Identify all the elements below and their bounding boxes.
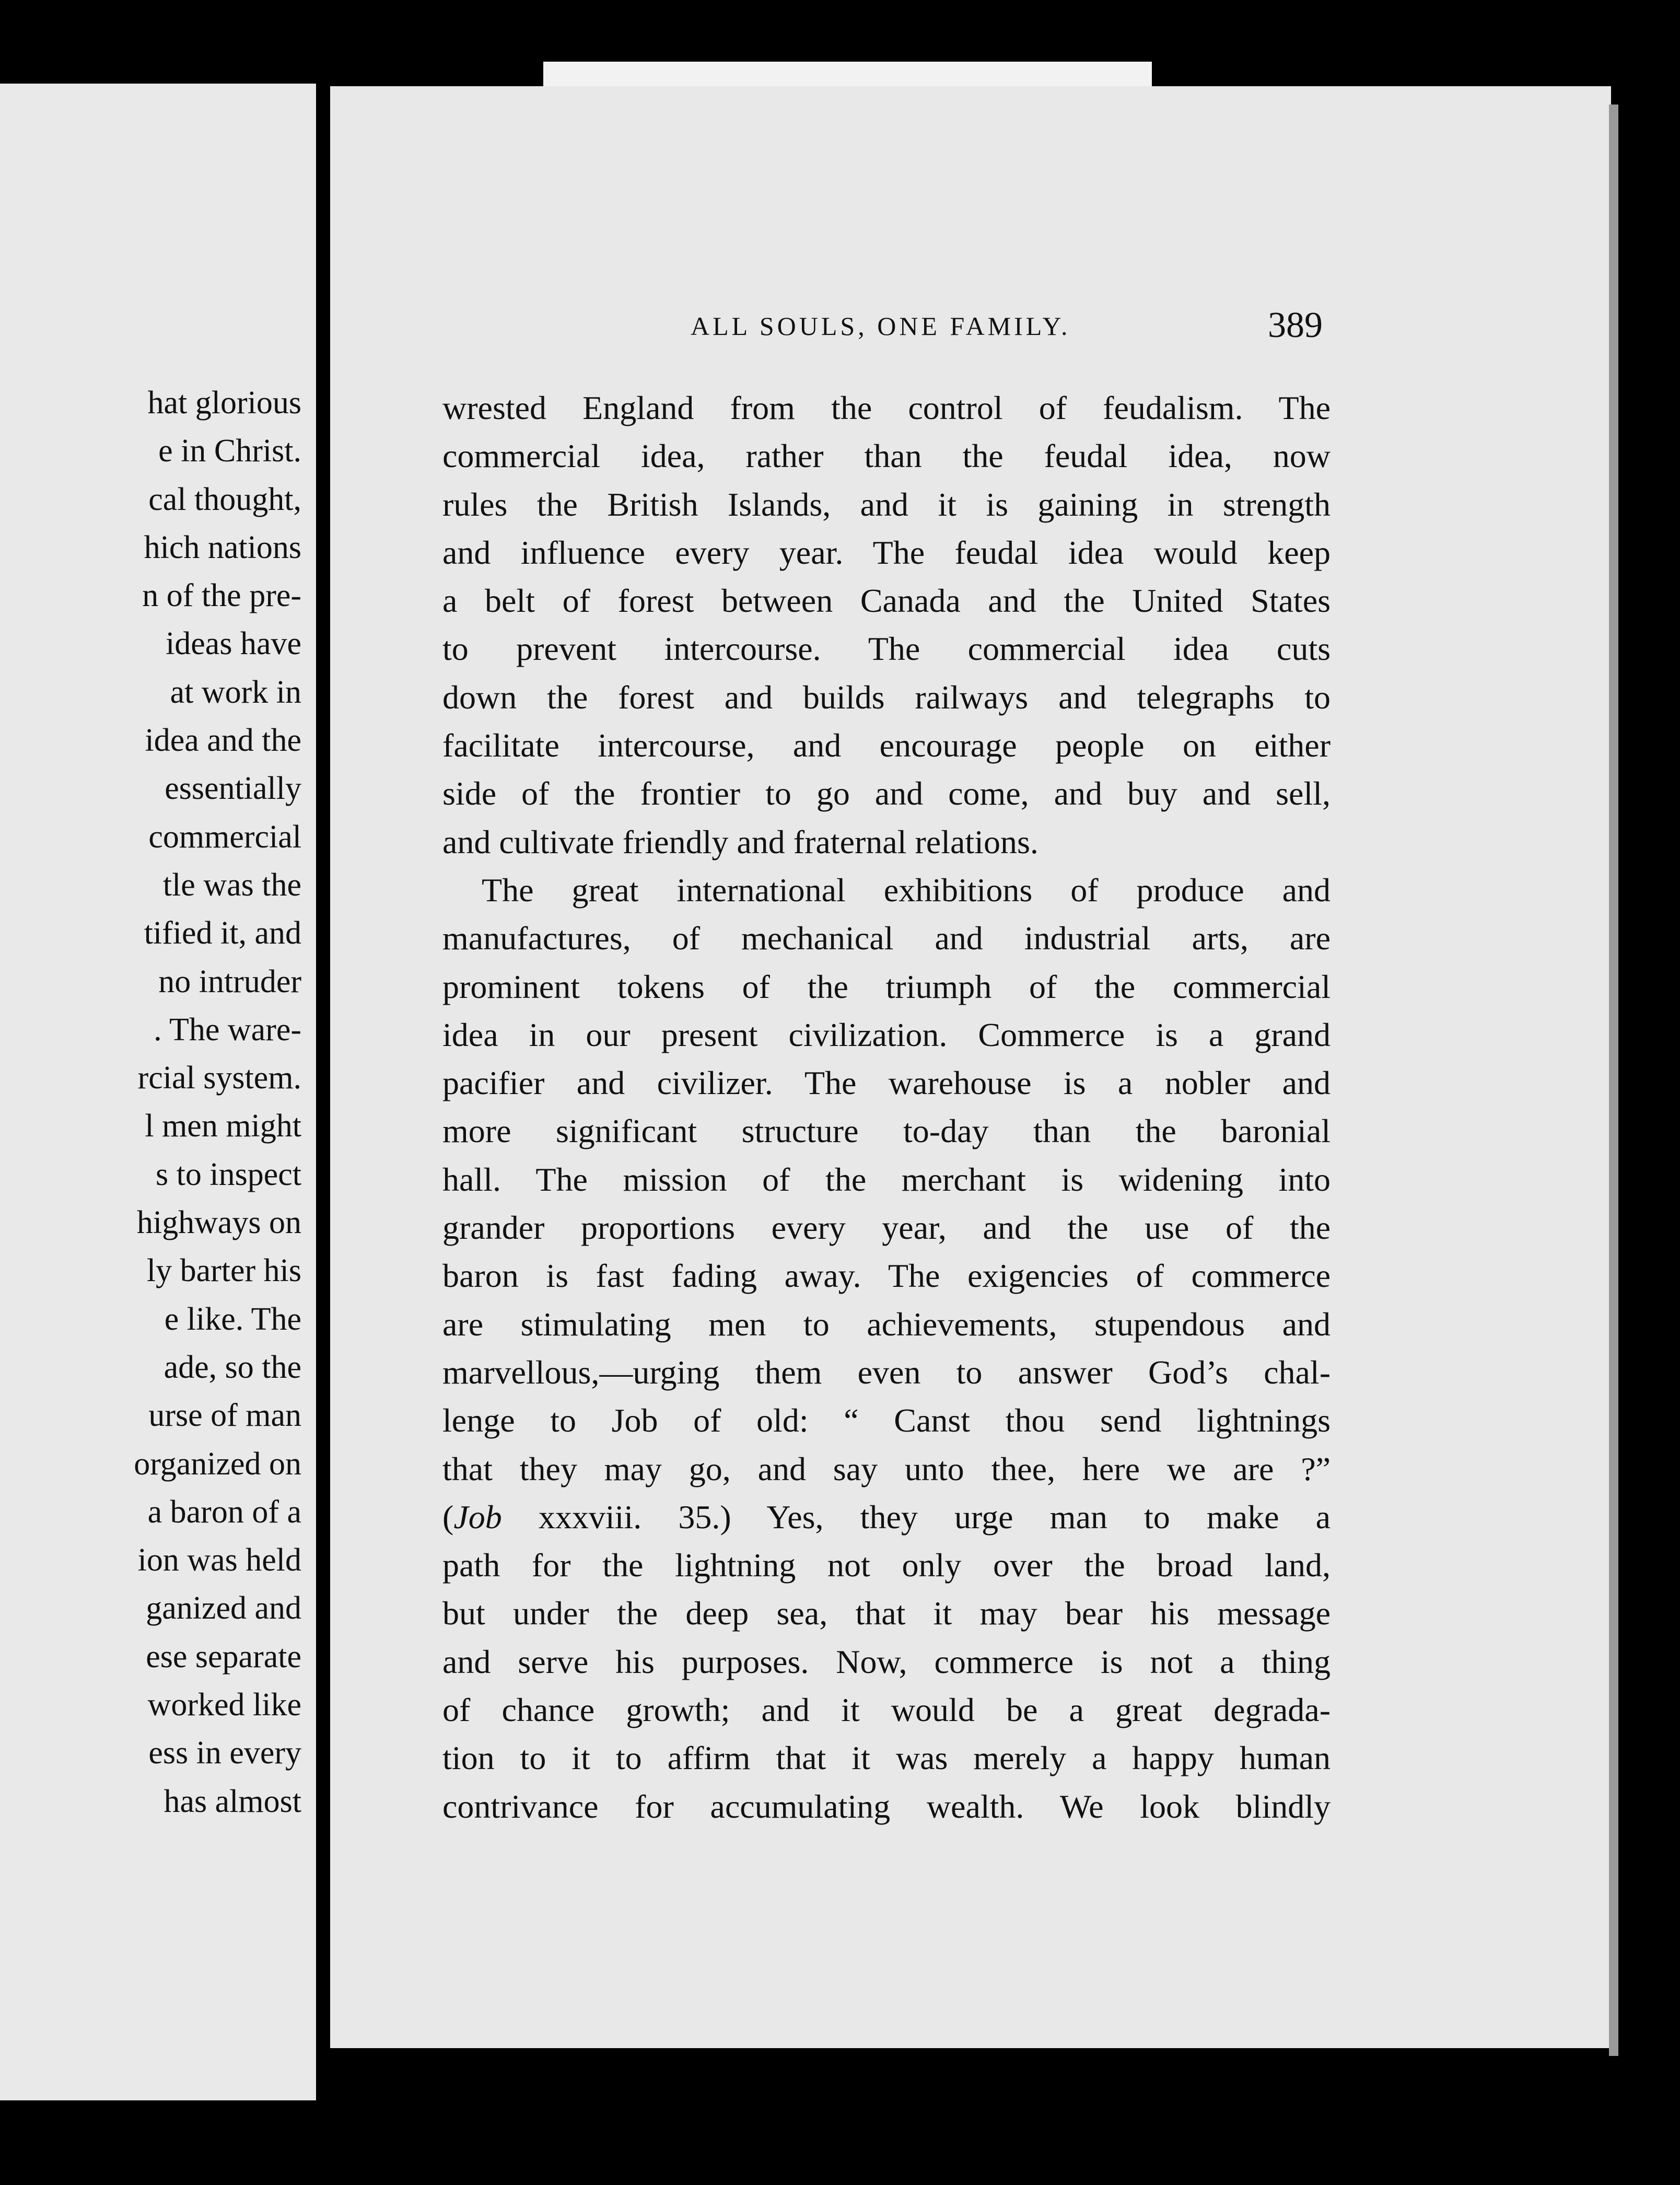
text-line: manufactures, of mechanical and industrial arts, are — [442, 920, 1331, 957]
text-line: of chance growth; and it would be a great degrada- — [442, 1691, 1331, 1729]
text-line: facilitate intercourse, and encourage people on either — [442, 727, 1331, 764]
text-line: contrivance for accumulating wealth. We look blindly — [442, 1787, 1331, 1825]
left-line: essentially — [165, 771, 301, 807]
text-line: commercial idea, rather than the feudal idea, now — [442, 437, 1331, 475]
text-line: rules the British Islands, and it is gaining in strength — [442, 485, 1331, 523]
running-head — [330, 305, 1611, 353]
left-line: urse of man — [148, 1398, 301, 1434]
left-line: e in Christ. — [158, 433, 301, 469]
text-line: side of the frontier to go and come, and buy and sell, — [442, 775, 1331, 812]
citation-verse: xxxviii. 35.) — [538, 1498, 731, 1536]
text-line: prominent tokens of the triumph of the commercial — [442, 968, 1331, 1005]
left-line: rcial system. — [137, 1060, 301, 1096]
text-line: baron is fast fading away. The exigencies of commerce — [442, 1257, 1331, 1295]
text-line: path for the lightning not only over the broad land, — [442, 1547, 1331, 1584]
left-line: ade, so the — [164, 1349, 301, 1385]
book-gutter — [316, 0, 329, 2185]
left-line: s to inspect — [156, 1156, 301, 1192]
left-line: ess in every — [148, 1735, 301, 1771]
text-line: that they may go, and say unto thee, here we are ?” — [442, 1450, 1331, 1487]
text-line: grander proportions every year, and the use of the — [442, 1209, 1331, 1247]
text-line: marvellous,—urging them even to answer God’s chal- — [442, 1353, 1331, 1391]
text-line: tion to it to affirm that it was merely a happy human — [442, 1739, 1331, 1777]
citation-book: Job — [453, 1498, 502, 1536]
left-line: tified it, and — [144, 915, 301, 951]
left-line: . The ware- — [154, 1012, 301, 1048]
left-line: ganized and — [146, 1590, 301, 1626]
left-line: commercial — [148, 819, 301, 855]
text-line: The great international exhibitions of produce and — [482, 871, 1331, 909]
left-line: at work in — [170, 674, 301, 710]
left-line: a baron of a — [147, 1494, 301, 1530]
left-page-text — [0, 379, 301, 1826]
left-line: ese separate — [146, 1638, 301, 1675]
left-line: idea and the — [145, 723, 301, 759]
left-line: has almost — [164, 1783, 301, 1819]
text-line: pacifier and civilizer. The warehouse is a nobler and — [442, 1064, 1331, 1102]
left-line: e like. The — [164, 1301, 301, 1337]
page-number: 389 — [1268, 305, 1323, 345]
text-line: lenge to Job of old: “ Canst thou send lightnings — [442, 1402, 1331, 1439]
text-line: wrested England from the control of feudalism. The — [442, 389, 1331, 426]
running-head-title: ALL SOULS, ONE FAMILY. — [691, 311, 1071, 341]
text-line: down the forest and builds railways and telegraphs to — [442, 678, 1331, 716]
text-line: and cultivate friendly and fraternal relations. — [442, 823, 1039, 861]
left-page-fragment — [0, 84, 316, 2100]
left-line: tle was the — [162, 867, 301, 903]
left-line: ideas have — [166, 626, 301, 662]
text-line: are stimulating men to achievements, stupendous and — [442, 1305, 1331, 1343]
text-line: more significant structure to-day than the baronial — [442, 1112, 1331, 1150]
left-line: organized on — [134, 1446, 301, 1482]
left-line: hat glorious — [147, 385, 301, 421]
text-line: and serve his purposes. Now, commerce is not a thing — [442, 1643, 1331, 1680]
left-line: no intruder — [158, 963, 301, 999]
left-line: ion was held — [137, 1542, 301, 1578]
text-line: and influence every year. The feudal idea would keep — [442, 533, 1331, 571]
left-line: hich nations — [144, 529, 301, 565]
left-line: cal thought, — [148, 481, 301, 517]
citation-continuation: Yes, they urge man to make a — [766, 1498, 1331, 1536]
right-page — [330, 86, 1611, 2048]
body-text — [442, 384, 1331, 1831]
text-line: hall. The mission of the merchant is widening into — [442, 1160, 1331, 1198]
page-edge-shadow — [1609, 104, 1618, 2056]
left-line: highways on — [136, 1205, 301, 1241]
text-line: idea in our present civilization. Commerce is a grand — [442, 1016, 1331, 1053]
text-line: to prevent intercourse. The commercial idea cuts — [442, 630, 1331, 668]
text-line: a belt of forest between Canada and the United States — [442, 582, 1331, 620]
citation-line: (Job xxxviii. 35.) Yes, they urge man to make a — [442, 1498, 1331, 1536]
left-line: worked like — [147, 1687, 301, 1723]
left-line: n of the pre- — [142, 578, 301, 614]
text-line: but under the deep sea, that it may bear his message — [442, 1595, 1331, 1632]
left-line: l men might — [145, 1108, 301, 1144]
left-line: ly barter his — [146, 1253, 301, 1289]
